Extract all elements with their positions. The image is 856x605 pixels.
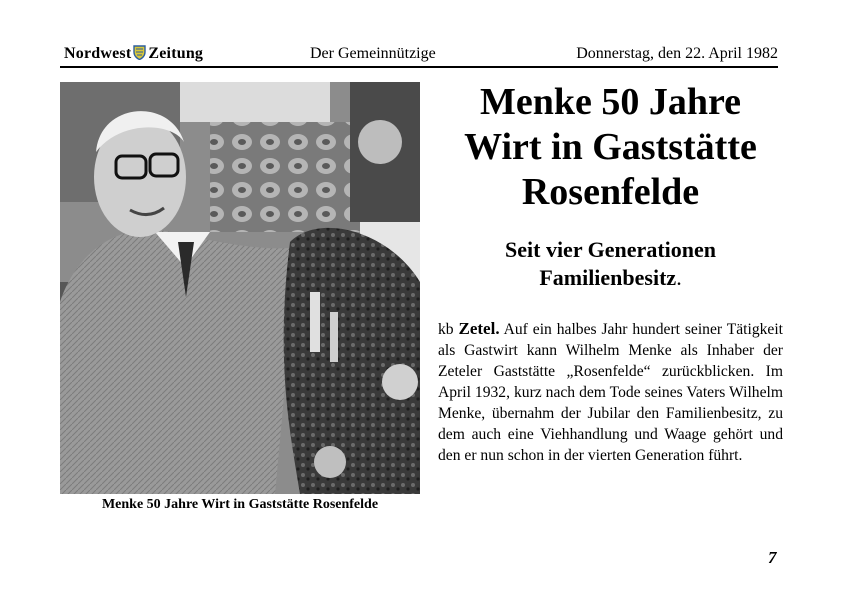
headline-line: Menke 50 Jahre xyxy=(479,81,742,123)
headline-line: Rosenfelde xyxy=(521,171,700,213)
subhead-line-2 xyxy=(438,264,783,292)
headline-line: Wirt in Gaststätte xyxy=(464,126,757,168)
crest-icon xyxy=(133,45,146,65)
masthead-right: Zeitung xyxy=(148,45,204,62)
photo-caption: Menke 50 Jahre Wirt in Gaststätte Rosenfelde xyxy=(101,497,379,512)
section-title: Der Gemeinnützige xyxy=(310,45,436,62)
dateline: Zetel. xyxy=(458,319,500,338)
article-subheadline xyxy=(438,236,783,292)
article-headline xyxy=(438,80,783,215)
masthead-left: Nordwest xyxy=(64,45,132,62)
article-photo xyxy=(60,82,420,494)
body-text: Auf ein halbes Jahr hundert seiner Tätigkeit als Gastwirt kann Wilhelm Menke als Inhaber der Zeteler Gaststätte „Rosenfelde“ zurückblicken. Im April 1932, kurz nach dem Tode seines Vaters Wilhelm Menke, übernahm der Jubilar den Familienbesitz, zu dem auch eine Viehhandlung und Waage gehört und den er nun schon in der vierten Generation führt. xyxy=(438,321,783,464)
page-header xyxy=(60,42,778,68)
masthead xyxy=(64,45,203,65)
author-initials: kb xyxy=(438,321,454,338)
issue-date: Donnerstag, den 22. April 1982 xyxy=(576,45,778,62)
subhead-line: Seit vier Generationen xyxy=(505,237,716,262)
subhead-period: . xyxy=(676,265,682,290)
article-body xyxy=(438,318,783,466)
subhead-line: Familienbesitz xyxy=(539,265,677,290)
page-number: 7 xyxy=(768,548,777,567)
